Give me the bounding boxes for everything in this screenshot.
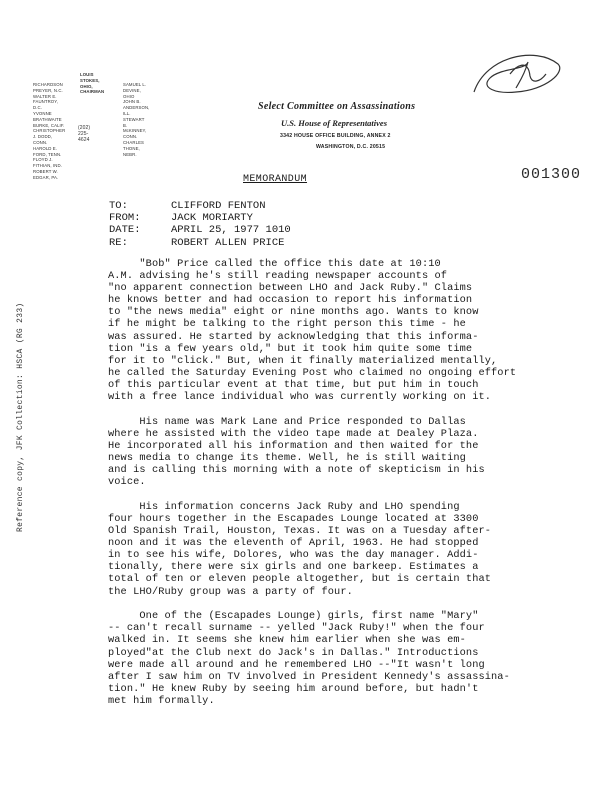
paragraph <box>108 501 564 598</box>
member: ROBERT W. EDGAR, PA. <box>33 168 59 180</box>
text-line: met him formally. <box>108 694 215 707</box>
text-line: in to see his wife, Dolores, who was the day manager. Addi- <box>108 549 479 562</box>
text-line: voice. <box>108 476 146 489</box>
member: WALTER E. FAUNTROY, D.C. <box>33 93 58 111</box>
member: RICHARDSON PREYER, N.C. <box>33 82 63 93</box>
text-line: tionally, there were six girls and one barkeep. Estimates a <box>108 561 479 574</box>
office-address: 3342 HOUSE OFFICE BUILDING, ANNEX 2 <box>280 133 391 139</box>
text-line: total of ten or eleven people altogether, but is certain that <box>108 573 492 586</box>
archive-reference-stamp: Reference copy, JFK Collection: HSCA (RG 233) <box>16 302 25 532</box>
paragraph <box>108 610 564 707</box>
member: HAROLD E. FORD, TENN. <box>33 145 62 157</box>
committee-phone: (202) 225-4624 <box>78 125 91 143</box>
text-line: was assured. He started by acknowledging that this informa- <box>108 330 479 343</box>
header-re <box>109 237 291 249</box>
text-line: A.M. advising he's still reading newspaper accounts of <box>108 270 448 283</box>
header-date <box>109 224 291 236</box>
date-value: APRIL 25, 1977 1010 <box>171 224 291 237</box>
text-line: "no apparent connection between LHO and Jack Ruby." Claims <box>108 282 473 295</box>
re-label: RE: <box>109 236 128 249</box>
to-label: TO: <box>109 200 128 212</box>
memo-body <box>108 258 564 720</box>
text-line: -- can't recall surname -- yelled "Jack Ruby!" when the four <box>108 622 485 635</box>
member: FLOYD J. FITHIAN, IND. <box>33 157 62 169</box>
from-label: FROM: <box>109 212 141 225</box>
office-city: WASHINGTON, D.C. 20515 <box>316 144 386 150</box>
text-line: he called the Saturday Evening Post who claimed no ongoing effort <box>108 366 517 379</box>
text-line: tion "is a few years old," but it took him quite some time <box>108 342 473 355</box>
text-line: of this particular event at that time, but put him in touch <box>108 378 479 391</box>
paragraph <box>108 416 564 489</box>
text-line: four hours together in the Escapades Lounge located at 3300 <box>108 512 479 525</box>
text-line: His name was Mark Lane and Price responded to Dallas <box>108 415 466 428</box>
text-line: if he might be talking to the right person this time - he <box>108 318 466 331</box>
members-left <box>33 82 65 181</box>
member: CHRISTOPHER J. DODD, CONN. <box>33 128 66 145</box>
text-line: walked in. It seems she knew him earlier when she was em- <box>108 634 466 647</box>
text-line: ployed"at the Club next do Jack's in Dallas." Introductions <box>108 646 479 659</box>
text-line: after I saw him on TV involved in President Kennedy's assassina- <box>108 670 510 683</box>
text-line: where he assisted with the video tape made at Dealey Plaza. <box>108 427 479 440</box>
member: YVONNE BRATHWAITE BURKE, CALIF. <box>33 110 65 128</box>
paragraph <box>108 258 564 403</box>
text-line: and is calling this morning with a note of skepticism in his <box>108 464 485 477</box>
member: STEWART B. McKINNEY, CONN. <box>123 116 147 140</box>
text-line: tion." He knew Ruby by seeing him around before, but hadn't <box>108 682 479 695</box>
text-line: with a free lance individual who was currently working on it. <box>108 391 492 404</box>
member: CHARLES THONE, NEBR. <box>123 139 144 157</box>
text-line: Old Spanish Trail, Houston, Texas. It was on a Tuesday after- <box>108 525 492 538</box>
text-line: were made all around and he remembered LHO --"It wasn't long <box>108 658 485 671</box>
to-value: CLIFFORD FENTON <box>171 200 266 212</box>
text-line: to "the news media" eight or nine months ago. Wants to know <box>108 306 479 319</box>
header-to <box>109 200 291 212</box>
document-number: 001300 <box>521 166 582 183</box>
text-line: He incorporated all his information and then waited for the <box>108 439 479 452</box>
text-line: His information concerns Jack Ruby and LHO spending <box>108 500 460 513</box>
text-line: noon and it was the eleventh of April, 1963. He had stopped <box>108 537 479 550</box>
chairman: LOUIS STOKES, OHIO, CHAIRMAN <box>80 72 105 95</box>
text-line: the LHO/Ruby group was a party of four. <box>108 585 353 598</box>
text-line: One of the (Escapades Lounge) girls, first name "Mary" <box>108 610 479 623</box>
text-line: for it to "click." But, when it finally materialized mentally, <box>108 354 498 367</box>
memo-title: MEMORANDUM <box>243 174 308 185</box>
re-value: ROBERT ALLEN PRICE <box>171 236 285 249</box>
memo-header <box>109 200 291 249</box>
handwritten-initials <box>466 48 566 100</box>
text-line: news media to change its theme. Well, he is still waiting <box>108 452 466 464</box>
text-line: "Bob" Price called the office this date at 10:10 <box>108 258 441 270</box>
header-from <box>109 212 291 224</box>
text-line: he knows better and had occasion to report his information <box>108 294 473 307</box>
member: SAMUEL L. DEVINE, OHIO <box>123 82 147 99</box>
house-name: U.S. House of Representatives <box>281 118 388 128</box>
committee-name: Select Committee on Assassinations <box>258 101 416 112</box>
from-value: JACK MORIARTY <box>171 212 253 225</box>
date-label: DATE: <box>109 224 141 237</box>
member: JOHN B. ANDERSON, ILL. <box>123 99 150 116</box>
members-right <box>123 82 149 157</box>
